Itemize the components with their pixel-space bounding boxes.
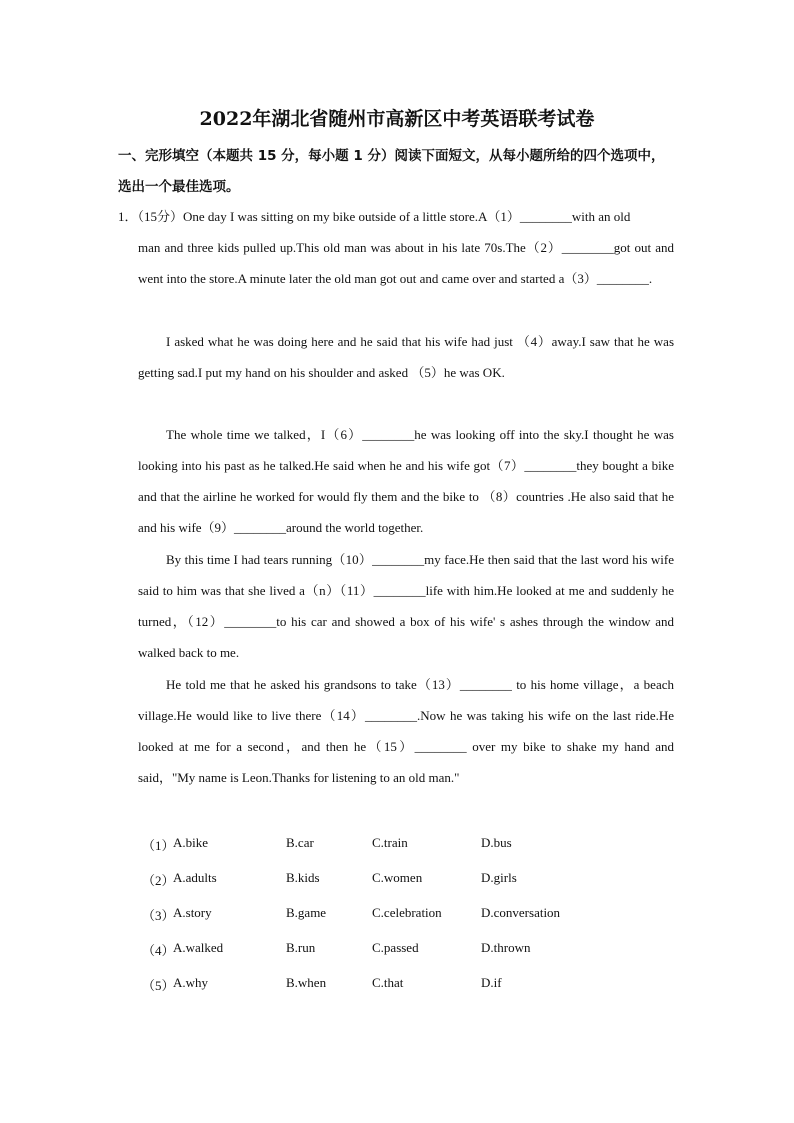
page-title: 2022年湖北省随州市高新区中考英语联考试卷 [199,108,595,130]
section-heading-line2: 选出一个最佳选项。 [118,179,240,195]
passage-paragraph-2: I asked what he was doing here and he said that his wife had just （4）away.I saw that he was getting sad.I put my hand on his shoulder and asked （5）he was OK. [138,334,674,380]
option-a[interactable]: A.why [173,975,209,990]
passage-paragraph-5: He told me that he asked his grandsons to take（13）________ to his home village，a beach village.He would like to live there（14）________.Now he was taking his wife on the last ride.He looked at me for a second，and then he（15）________ over my bike to shake my hand and said，"My name is Leon.Thanks for listening to an old man." [138,677,674,785]
option-b[interactable]: B.car [286,835,314,850]
option-c[interactable]: C.passed [372,940,419,955]
option-a[interactable]: A.bike [173,835,209,850]
option-d[interactable]: D.girls [481,870,517,885]
option-b[interactable]: B.game [286,905,327,920]
passage-line-1: One day I was sitting on my bike outside of a little store.A（1）________with an old [183,209,631,224]
option-number: （4） [142,943,175,958]
option-c[interactable]: C.that [372,975,404,990]
passage-paragraph-1: man and three kids pulled up.This old man was about in his late 70s.The（2）________got out and went into the store.A minute later the old man got out and came over and started a（3）________. [138,240,674,286]
option-b[interactable]: B.run [286,940,316,955]
option-d[interactable]: D.bus [481,835,512,850]
option-b[interactable]: B.kids [286,870,320,885]
option-d[interactable]: D.if [481,975,502,990]
option-a[interactable]: A.walked [173,940,224,955]
option-a[interactable]: A.adults [173,870,217,885]
option-number: （5） [142,978,175,993]
question-label: 1．（15分） [118,209,184,224]
option-number: （1） [142,838,175,853]
option-c[interactable]: C.celebration [372,905,442,920]
section-heading [118,141,678,203]
option-c[interactable]: C.women [372,870,423,885]
option-number: （2） [142,873,175,888]
option-d[interactable]: D.conversation [481,905,561,920]
option-number: （3） [142,908,175,923]
option-b[interactable]: B.when [286,975,327,990]
passage-paragraph-4: By this time I had tears running（10）________my face.He then said that the last word his wife said to him was that she lived a（n）（11）________life with him.He looked at me and suddenly he turned，（12）________to his car and showed a box of his wife' s ashes through the window and walked back to me. [138,552,674,660]
option-a[interactable]: A.story [173,905,212,920]
question-first-line [118,201,678,232]
option-d[interactable]: D.thrown [481,940,531,955]
option-c[interactable]: C.train [372,835,408,850]
passage-paragraph-3: The whole time we talked，I（6）________he was looking off into the sky.I thought he was looking into his past as he talked.He said when he and his wife got（7）________they bought a bike and that the airline he worked for would fly them and the bike to （8）countries .He also said that he and his wife（9）________around the world together. [138,427,674,535]
section-heading-line1: 一、完形填空（本题共 15 分，每小题 1 分）阅读下面短文，从每小题所给的四个选项中， [118,148,665,164]
